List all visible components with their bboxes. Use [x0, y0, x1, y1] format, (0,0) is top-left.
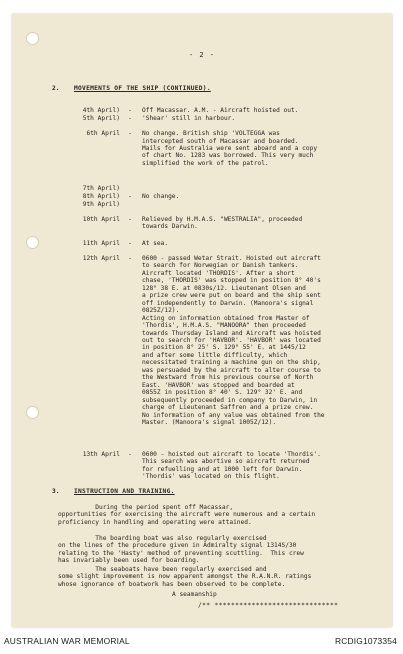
entry-text-line: necessitated training a machine gun on the ship,	[142, 359, 321, 367]
entry-text-line: 0600 - hoisted out aircraft to locate 'Thordis'.	[142, 451, 321, 458]
entry-text-line: 0855Z in position 8° 40' S. 129° 32' E. and	[142, 389, 303, 397]
paragraph-line: The boarding boat was also regularly exercised	[58, 535, 267, 542]
entry-text-line: the Westward from his previous course of North	[142, 374, 314, 382]
entry-text-line: At sea.	[142, 240, 169, 247]
entry-date: 11th April	[82, 240, 120, 247]
entry-text-line: in position 8° 25' S. 129° 55' E. at 1445/12	[142, 344, 306, 352]
entry-dash: -	[128, 115, 132, 122]
entry-text-line: chase, 'THORDIS' was stopped in position 8° 40's	[142, 277, 321, 285]
paragraph-line: During the period spent off Macassar,	[58, 504, 234, 511]
signature-line: /** ******************************	[198, 602, 339, 609]
entry-dash: -	[128, 255, 132, 262]
section-2-number: 2.	[52, 85, 60, 92]
entry-text-line: a prize crew were put on board and the ship sent	[142, 292, 321, 300]
entry-text-line: This search was abortive so aircraft returned	[142, 458, 310, 466]
entry-text-line: 0825Z/12).	[142, 307, 180, 315]
entry-text-line: Relieved by H.M.A.S. "WESTRALIA", proceeded	[142, 216, 303, 223]
paragraph-line: proficiency in handling and operating were attained.	[58, 518, 252, 526]
entry-date: 6th April	[86, 130, 120, 137]
document-page	[12, 14, 392, 627]
entry-text-line: was persuaded by the aircraft to alter course to	[142, 366, 321, 374]
entry-text-line: to search for Norwegian or Danish tankers.	[142, 262, 299, 270]
typed-text	[12, 14, 392, 627]
entry-dash: -	[128, 216, 132, 223]
entry-date: 13th April	[82, 451, 120, 458]
entry-text-line: of chart No. 1283 was borrowed. This very much	[142, 152, 314, 160]
entry-text-line: simplified the work of the patrol.	[142, 159, 269, 167]
entry-text-line: 'Thordis', H.M.A.S. "MANOORA" then proceeded	[142, 322, 306, 330]
entry-date: 5th April)	[82, 115, 120, 122]
entry-date: 10th April	[82, 216, 120, 223]
entry-date: 4th April)	[82, 107, 120, 114]
entry-text-line: for refuelling and at 1000 left for Darwin.	[142, 465, 303, 473]
paragraph-line: on the lines of the procedure given in Admiralty signal 1314S/30	[58, 542, 297, 550]
paragraph-line: The seaboats have been regularly exercised and	[58, 566, 267, 573]
entry-text-line: off independently to Darwin. (Manoora's signal	[142, 299, 314, 307]
entry-dash: -	[128, 193, 132, 200]
entry-date: 9th April)	[82, 201, 120, 208]
section-3-number: 3.	[52, 488, 60, 495]
entry-text-line: 0600 - passed Wetar Strait. Hoisted out aircraft	[142, 255, 321, 262]
entry-text-line: Master. (Manoora's signal 1005Z/12).	[142, 418, 277, 426]
entry-text-line: subsequently proceeded in company to Darwin, in	[142, 396, 318, 404]
entry-date: 8th April)	[82, 193, 120, 200]
entry-text-line: charge of Lieutenant Saffren and a prize crew.	[142, 404, 314, 411]
section-2-title: MOVEMENTS OF THE SHIP (CONTINUED).	[74, 85, 211, 92]
entry-text-line: towards Darwin.	[142, 223, 198, 231]
entry-text-line: and after some little difficulty, which	[142, 351, 288, 359]
catchword: A seamanship	[172, 591, 217, 598]
paragraph-line: opportunities for exercising the aircraft were numerous and a certain	[58, 511, 316, 519]
entry-text-line: No change.	[142, 193, 180, 200]
entry-text-line: No information of any value was obtained from the	[142, 411, 325, 419]
section-3-title: INSTRUCTION AND TRAINING.	[74, 488, 175, 495]
entry-dash: -	[128, 107, 132, 114]
entry-date: 7th April)	[82, 185, 120, 192]
entry-text-line: East. 'HAVBOR' was stopped and boarded at	[142, 381, 295, 389]
paragraph-line: some slight improvement is now apparent amongst the R.A.N.R. ratings	[58, 573, 312, 581]
entry-text-line: 128° 38 E. at 0830s/12. Lieutenant Olsen and	[142, 284, 306, 292]
entry-text-line: Mails for Australia were sent aboard and a copy	[142, 144, 318, 152]
entry-text-line: No change. British ship 'VOLTEGGA was	[142, 130, 280, 137]
entry-text-line: Aircraft located 'THORDIS'. After a short	[142, 269, 295, 277]
entry-text-line: towards Thursday Island and Aircraft was hoisted	[142, 329, 321, 337]
paragraph-line: relating to the 'Hasty' method of preventing scuttling. This crew	[58, 549, 304, 557]
page-number: - 2 -	[188, 51, 216, 59]
entry-dash: -	[128, 240, 132, 247]
paragraph-line: whose ignorance of boatwork has been observed to be complete.	[58, 580, 286, 588]
footer-record-id: RCDIG1073354	[335, 636, 397, 646]
paragraph-line: has invariably been used for boarding.	[58, 557, 200, 565]
entry-text-line: 'Thordis' was located on this flight.	[142, 473, 280, 481]
entry-text-line: intercepted south of Macassar and boarded.	[142, 137, 299, 145]
entry-dash: -	[128, 130, 132, 137]
entry-date: 12th April	[82, 255, 120, 262]
entry-text-line: Off Macassar. A.M. - Aircraft hoisted out.	[142, 107, 299, 114]
entry-text-line: 'Shear' still in harbour.	[142, 115, 236, 122]
entry-dash: -	[128, 451, 132, 458]
entry-text-line: Acting on information obtained from Master of	[142, 314, 310, 322]
entry-text-line: out to search for 'HAVBOR'. 'HAVBOR' was located	[142, 336, 321, 344]
footer-archive-name: AUSTRALIAN WAR MEMORIAL	[4, 636, 130, 646]
